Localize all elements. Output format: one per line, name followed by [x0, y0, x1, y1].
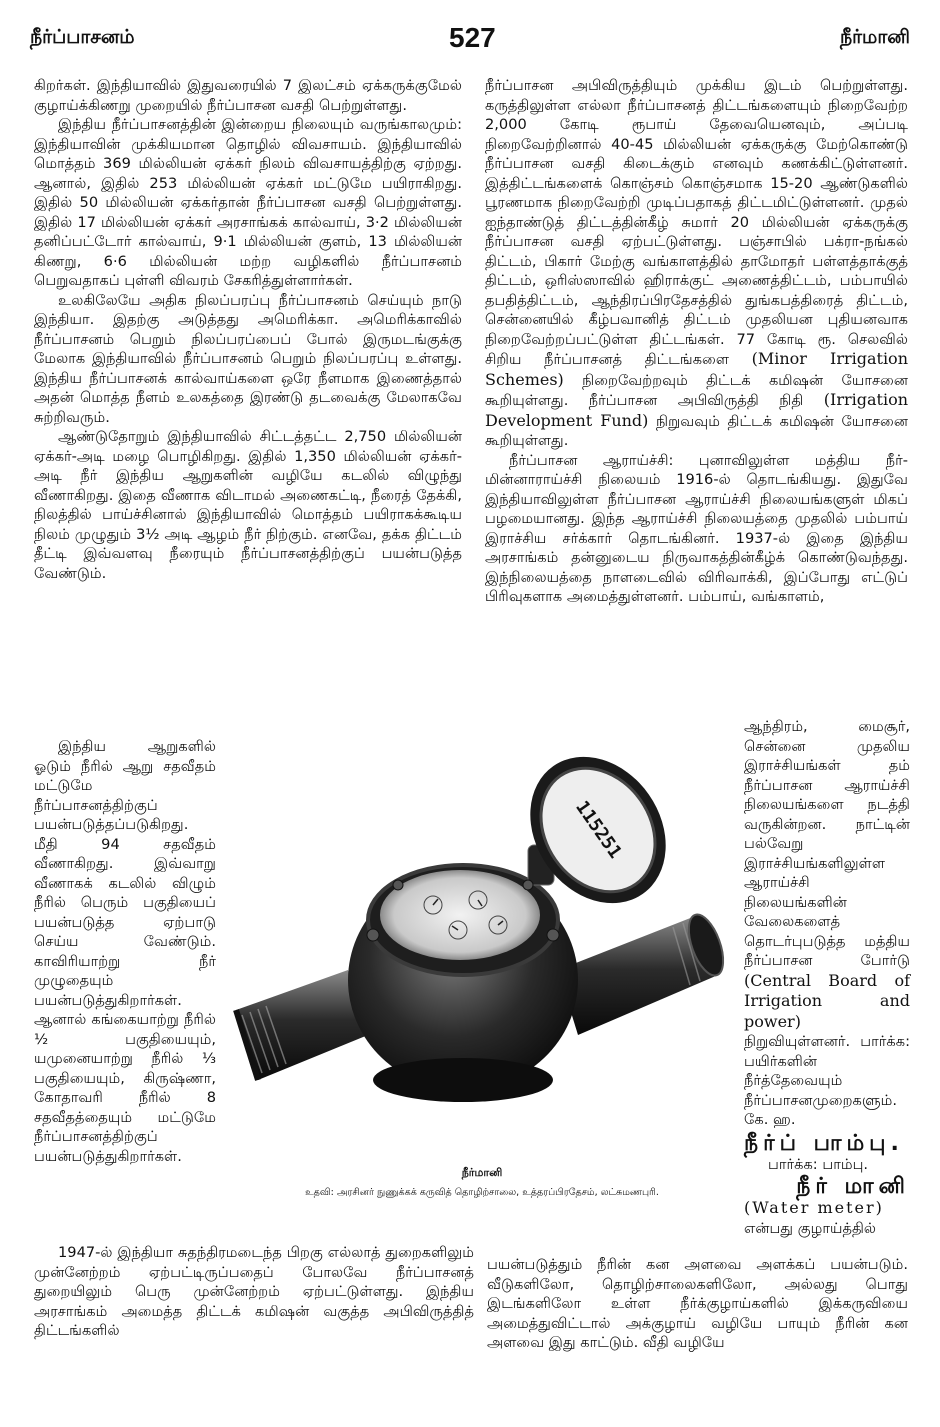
water-meter-photo — [228, 735, 736, 1155]
water-meter-latin: (Water meter) — [744, 1198, 884, 1217]
central-board-latin: (Central Board of Irrigation and power) — [744, 970, 910, 1031]
right-p1-text-a: நீர்ப்பாசன அபிவிருத்தியும் முக்கிய இடம் பெற்றுள்ளது. கருத்திலுள்ள எல்லா நீர்ப்பாசனத் திட்டங்களையும் நிறைவேற்ற 2,000 கோடி ரூபாய் தேவையெனவும், அப்படி நிறைவேற்றினால் 40-45 மில்லியன் ஏக்கருக்கு மேற்கொண்டு நீர்ப்பாசன வசதி கிடைக்கும் எனவும் கணக்கிட்டுள்ளனர். இத்திட்டங்களைக் கொஞ்சம் கொஞ்சமாக 15-20 ஆண்டுகளில் பூரணமாக நிறைவேற்றி முடிப்பதாகத் திட்டமிட்டுள்ளனர். முதல் ஐந்தாண்டுத் திட்டத்தின்கீழ் சுமார் 20 மில்லியன் ஏக்கருக்கு நீர்ப்பாசன வசதி ஏற்பட்டுள்ளது. பஞ்சாபில் பக்ரா-நங்கல் திட்டம், பிகார் மேற்கு வங்காளத்தில் தாமோதர் பள்ளத்தாக்குத் திட்டம், ஒரிஸ்ஸாவில் ஹிராக்குட் அணைத்திட்டம், பம்பாயில் தபதித்திட்டம், ஆந்திரப்பிரதேசத்தில் துங்கபத்திரைத் திட்டம், சென்னையில் கீழ்பவானித் திட்டம் முதலியன புதியனவாக நிறைவேற்றப்பட்டுள்ள திட்டங்கள். 77 கோடி ரூ. செலவில் சிறிய நீர்ப்பாசனத் திட்டங்களை — [485, 77, 908, 368]
figure-caption-title: நீர்மானி — [461, 1166, 503, 1179]
right-paragraph-2: நீர்ப்பாசன ஆராய்ச்சி: புனாவிலுள்ள மத்திய நீர்-மின்னாராய்ச்சி நிலையம் 1916-ல் தொடங்கியது. இதுவே இந்தியாவிலுள்ள நீர்ப்பாசன ஆராய்ச்சி நிலையங்களுள் மிகப் பழமையானது. இந்த ஆராய்ச்சி நிலையத்தை முதலில் பம்பாய் இராச்சிய சர்க்கார் தொடங்கினர். 1937-ல் இதை இந்திய அரசாங்கம் தன்னுடைய நிருவாகத்தின்கீழ்க் கொண்டுவந்தது. இந்நிலையத்தை நாளடைவில் விரிவாக்கி, இப்போது எட்டுப் பிரிவுகளாக அமைத்துள்ளனர். பம்பாய், வங்காளம், — [485, 451, 908, 605]
water-meter-illustration — [228, 735, 736, 1155]
left-narrow-paragraph: இந்திய ஆறுகளில் ஓடும் நீரில் ஆறு சதவீதம் மட்டுமே நீர்ப்பாசனத்திற்குப் பயன்படுத்தப்படுகிறது. மீதி 94 சதவீதம் வீணாகிறது. இவ்வாறு வீணாகக் கடலில் விழும் நீரில் பெரும் பகுதியைப் பயன்படுத்த ஏற்பாடு செய்ய வேண்டும். காவிரியாற்று நீர் முழுதையும் பயன்படுத்துகிறார்கள். ஆனால் கங்கையாற்று நீரில் ½ பகுதியையும், யமுனையாற்று நீரில் ⅓ பகுதியையும், கிருஷ்ணா, கோதாவரி நீரில் 8 சதவீதத்தையும் மட்டுமே நீர்ப்பாசனத்திற்குப் பயன்படுத்துகிறார்கள். — [34, 738, 216, 1165]
entry-water-snake-ref: பார்க்க: பாம்பு. — [768, 1156, 869, 1173]
entry-water-meter — [744, 1173, 910, 1199]
right-p1-text-c: நிறுவவும் திட்டக் கமிஷன் யோசனை கூறியுள்ளது. — [485, 412, 908, 449]
header-right: நீர்மானி — [839, 26, 910, 48]
irrigation-fund-latin: (Irrigation Development Fund) — [485, 390, 909, 430]
right-narrow-text-b: நிறுவியுள்ளனர். பார்க்க: பயிர்களின் நீர்த்தேவையும் நீர்ப்பாசனமுறைகளும். கே. ஹ. — [744, 1033, 910, 1128]
right-bottom-paragraph: பயன்படுத்தும் நீரின் கன அளவை அளக்கப் பயன்படும். வீடுகளிலோ, தொழிற்சாலைகளிலோ, அல்லது பொது இடங்களிலோ உள்ள நீர்க்குழாய்களில் இக்கருவியை அமைத்துவிட்டால் அக்குழாய் வழியே பாயும் நீரின் கன அளவை இது காட்டும். வீதி வழியே — [487, 1256, 908, 1351]
right-pipe — [558, 910, 730, 1035]
left-paragraph-3: உலகிலேயே அதிக நிலப்பரப்பு நீர்ப்பாசனம் செய்யும் நாடு இந்தியா. இதற்கு அடுத்தது அமெரிக்கா. அமெரிக்காவில் நீர்ப்பாசனம் பெறும் நிலப்பரப்பைப் போல் இருமடங்குக்கு மேலாக இந்தியாவில் நீர்ப்பாசனம் பெறும் நிலப்பரப்பு உள்ளது. இந்திய நீர்ப்பாசனக் கால்வாய்களை ஒரே நீளமாக இணைத்தால் அதன் மொத்த நீளம் உலகத்தை இரண்டு தடவைக்கு மேலாகவே சுற்றிவரும். — [34, 291, 462, 426]
left-narrow-column — [34, 737, 216, 1166]
left-paragraph-2: இந்திய நீர்ப்பாசனத்தின் இன்றைய நிலையும் வருங்காலமும்: இந்தியாவின் முக்கியமான தொழில் விவசாயம். இந்தியாவில் மொத்தம் 369 மில்லியன் ஏக்கர் நிலம் விவசாயத்திற்கு ஏற்றது. ஆனால், இதில் 253 மில்லியன் ஏக்கர் மட்டுமே பயிராகிறது. இதில் 50 மில்லியன் ஏக்கர்தான் நீர்ப்பாசன வசதி பெற்றுள்ளது. இதில் 17 மில்லியன் ஏக்கர் அரசாங்கக் கால்வாய், 3·2 மில்லியன் தனிப்பட்டோர் கால்வாய், 9·1 மில்லியன் குளம், 13 மில்லியன் கிணறு, 6·6 மில்லியன் மற்ற வழிகளில் நீர்ப்பாசனம் பெறுவதாகப் புள்ளி விவரம் சேகரித்துள்ளார்கள். — [34, 116, 462, 289]
entry-water-meter-latin-line — [744, 1198, 910, 1219]
minor-irrigation-latin: (Minor Irrigation Schemes) — [485, 349, 908, 389]
entry-water-snake — [744, 1130, 910, 1156]
right-paragraph-1 — [485, 76, 908, 451]
left-pipe — [236, 970, 368, 1080]
entry-water-meter-text: என்பது குழாய்த்தில் — [744, 1219, 877, 1237]
left-bottom-paragraph: 1947-ல் இந்தியா சுதந்திரமடைந்த பிறகு எல்லாத் துறைகளிலும் முன்னேற்றம் ஏற்பட்டிருப்பதைப் போலவே நீர்ப்பாசனத் துறையிலும் பெரு முன்னேற்றம் ஏற்பட்டுள்ளது. இந்திய அரசாங்கம் அமைத்த திட்டக் கமிஷன் வகுத்த அபிவிருத்தித் திட்டங்களில் — [34, 1244, 474, 1339]
left-bottom-column — [34, 1243, 474, 1341]
right-column — [485, 76, 908, 607]
right-narrow-paragraph — [744, 717, 910, 1130]
right-narrow-column — [744, 717, 910, 1238]
lid-serial-number: 115251 — [571, 797, 626, 863]
right-narrow-text-a: ஆந்திரம், மைசூர், சென்னை முதலிய இராச்சியங்கள் தம் நீர்ப்பாசன ஆராய்ச்சி நிலையங்களை நடத்தி வருகின்றன. நாட்டின் பல்வேறு இராச்சியங்களிலுள்ள ஆராய்ச்சி நிலையங்களின் வேலைகளைத் தொடர்புபடுத்த மத்திய நீர்ப்பாசன போர்டு — [744, 718, 910, 969]
left-paragraph-1: கிறர்கள். இந்தியாவில் இதுவரையில் 7 இலட்சம் ஏக்கருக்குமேல் குழாய்க்கிணறு முறையில் நீர்ப்பாசன வசதி பெற்றுள்ளது. — [34, 77, 462, 114]
meter-dial — [380, 870, 540, 960]
right-bottom-column — [487, 1255, 908, 1353]
right-p1-text-b: நிறைவேற்றவும் திட்டக் கமிஷன் யோசனை கூறியுள்ளது. நீர்ப்பாசன அபிவிருத்தி நிதி — [485, 371, 909, 409]
page-number: 527 — [449, 22, 496, 53]
left-paragraph-4: ஆண்டுதோறும் இந்தியாவில் சிட்டத்தட்ட 2,750 மில்லியன் ஏக்கர்-அடி மழை பொழிகிறது. இதில் 1,350 மில்லியன் ஏக்கர்-அடி நீர் இந்திய ஆறுகளின் வழியே கடலில் விழுந்து வீணாகிறது. இதை வீணாக விடாமல் அணைகட்டி, நீரைத் தேக்கி, நிலத்தில் பாய்ச்சினால் இந்தியாவில் மொத்தம் பயிராகக்கூடிய நிலம் முழுதும் 3½ அடி ஆழம் நீர் நிற்கும். எனவே, தக்க திட்டம் தீட்டி இவ்வளவு நீரையும் நீர்ப்பாசனத்திற்குப் பயன்படுத்த வேண்டும். — [34, 428, 462, 582]
entry-water-meter-headword: நீர் மானி — [796, 1173, 910, 1199]
left-column — [34, 76, 462, 583]
header-left: நீர்ப்பாசனம் — [30, 26, 135, 48]
entry-water-snake-headword: நீர்ப் பாம்பு. — [744, 1130, 904, 1156]
figure-caption-credit: உதவி: அரசினர் நுணுக்கக் கருவித் தொழிற்சாலை, உத்தரப்பிரதேசம், லட்சுமணபுரி. — [305, 1187, 659, 1198]
